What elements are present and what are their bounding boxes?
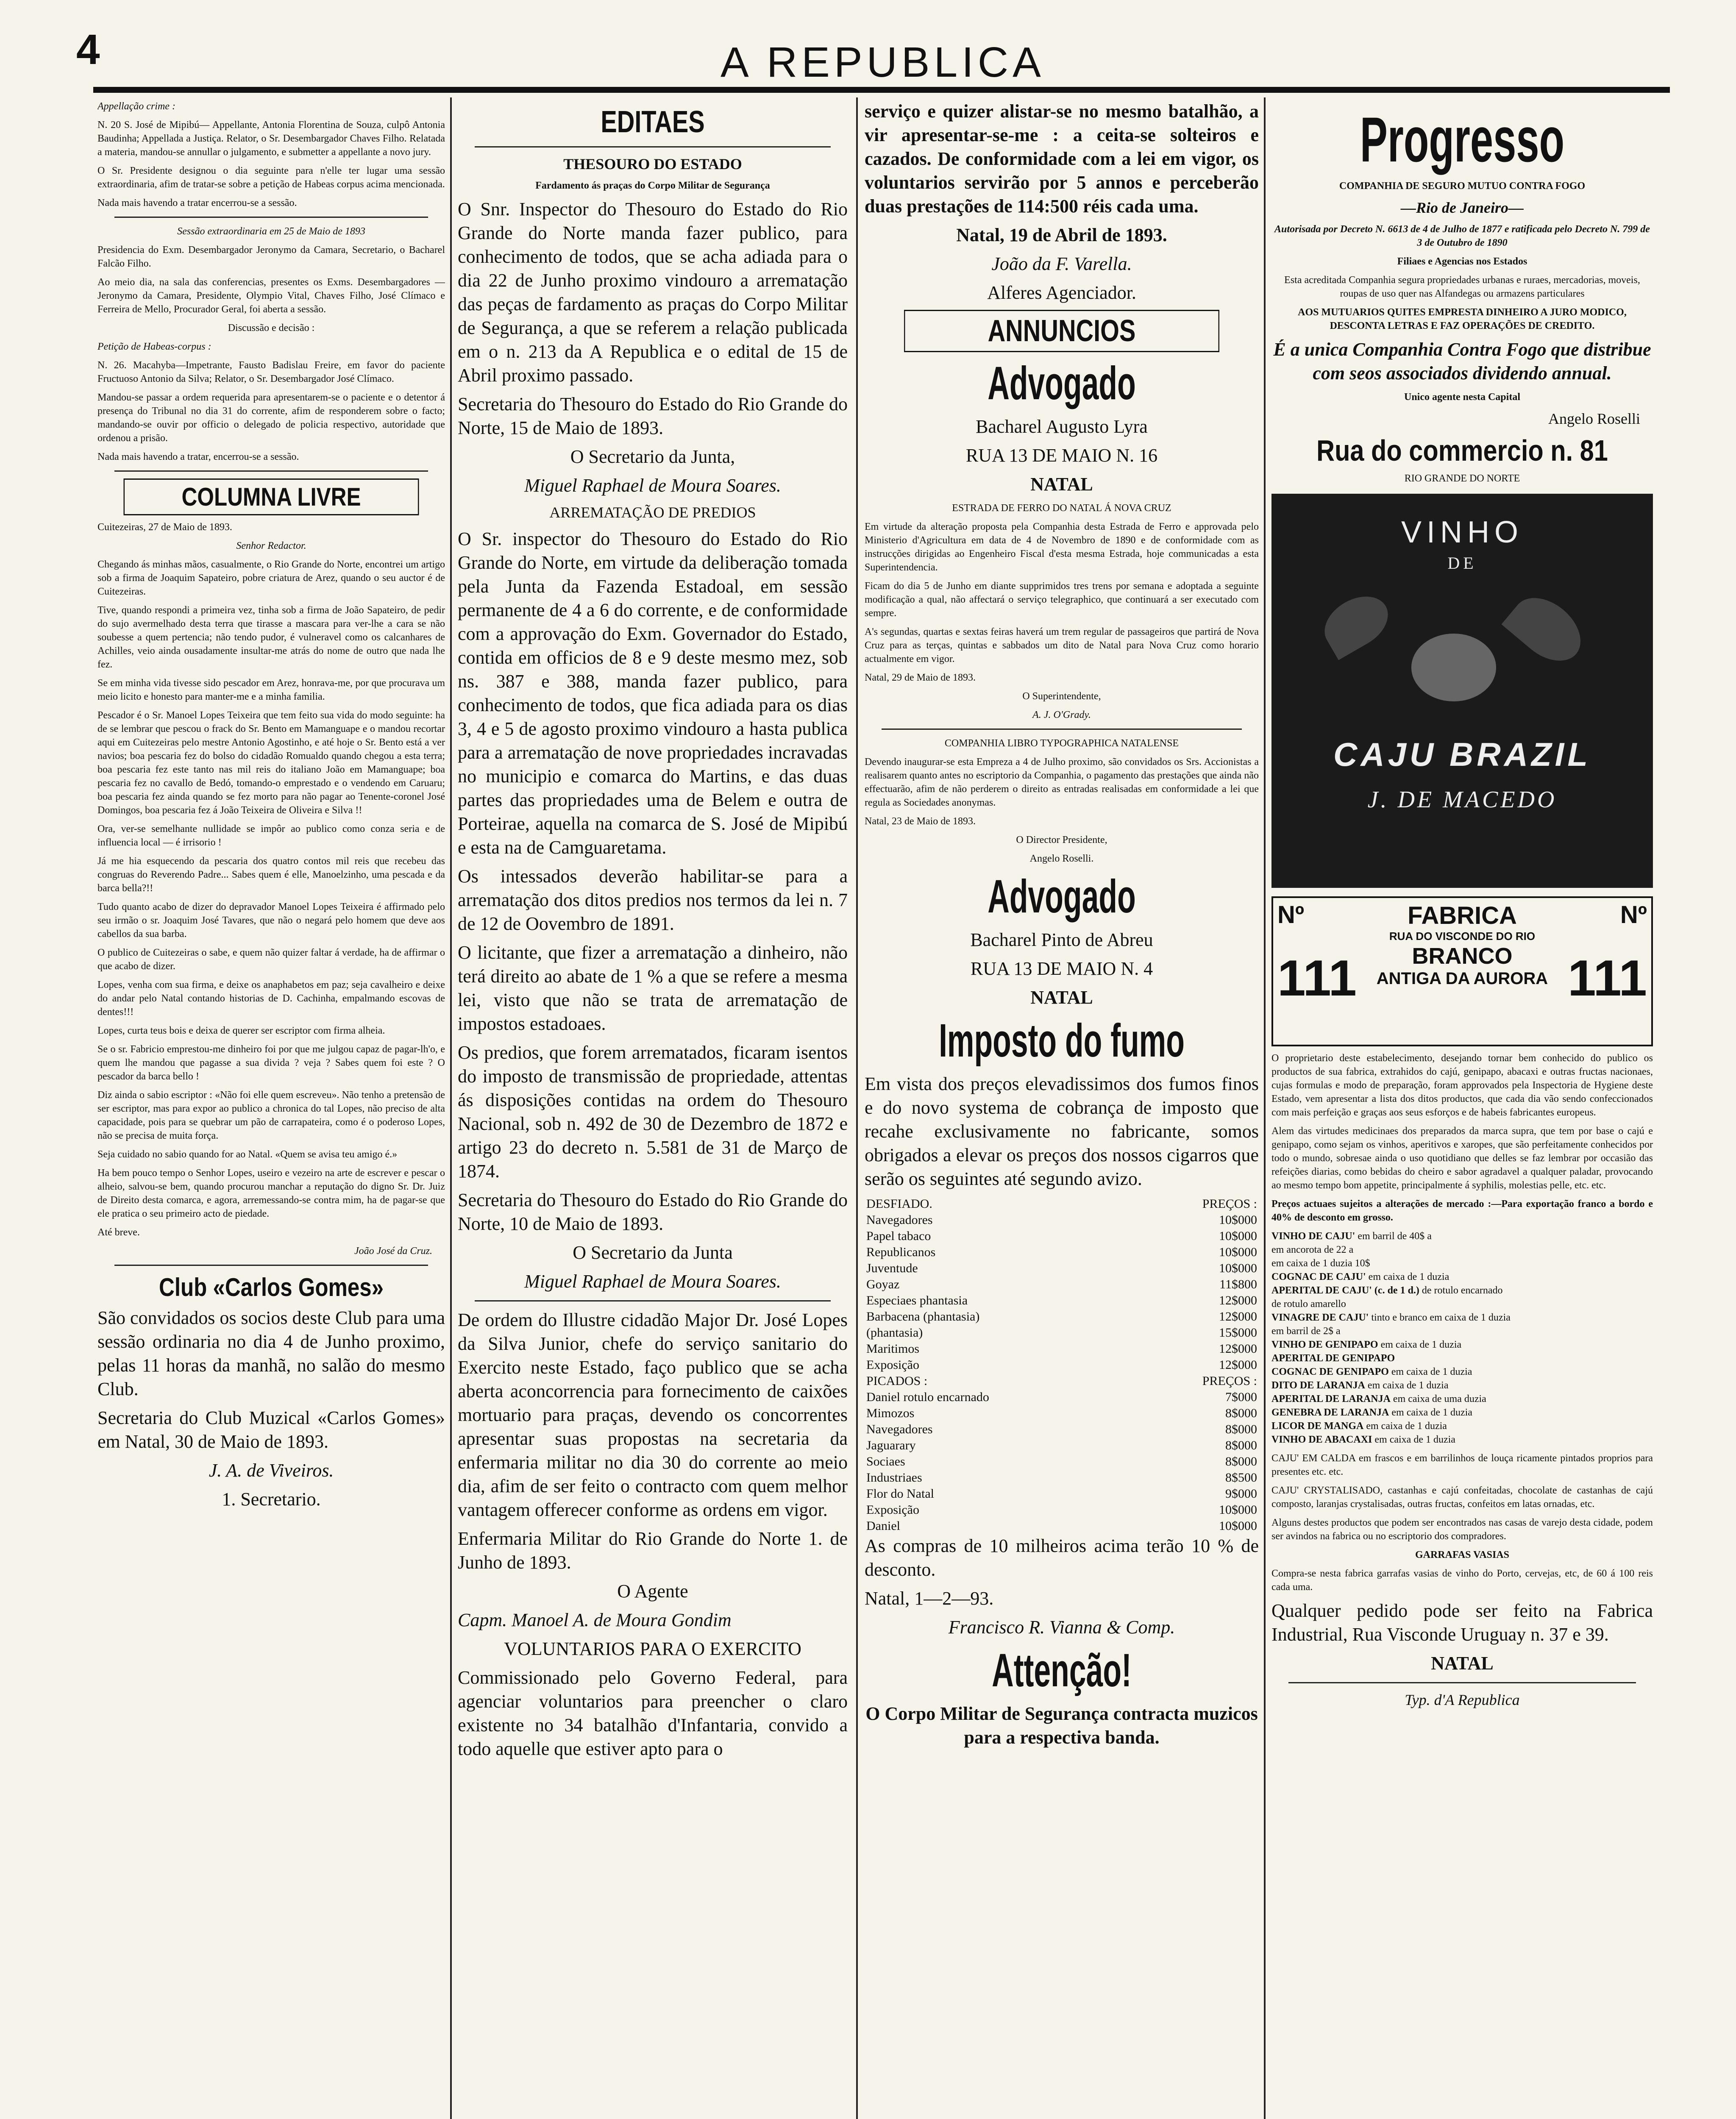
- list-item: em caixa de 1 duzia 10$: [1271, 1258, 1370, 1269]
- paragraph: Natal, 1—2—93.: [865, 1588, 994, 1609]
- paragraph: Filiaes e Agencias nos Estados: [1397, 256, 1527, 267]
- table-row: Papel tabaco 10$000: [866, 1229, 1257, 1243]
- table-row: Republicanos 10$000: [866, 1245, 1257, 1259]
- column-4: [1271, 100, 1653, 2119]
- list-item: de rotulo amarello: [1271, 1299, 1346, 1310]
- table-row: Barbacena (phantasia) 12$000: [866, 1310, 1257, 1324]
- paragraph: Senhor Redactor.: [236, 540, 306, 551]
- paragraph: Se o sr. Fabricio emprestou-me dinheiro foi por que me julgou capaz de pagar-lh'o, e quem lhe mandou que pagasse a sua divida ? veja ? Sabes quem foi este ? O pescador da barca bello !: [97, 1044, 445, 1082]
- section-title: ESTRADA DE FERRO DO NATAL Á NOVA CRUZ: [952, 503, 1171, 514]
- signature: Miguel Raphael de Moura Soares.: [524, 1271, 781, 1292]
- paragraph: O Secretario da Junta: [573, 1242, 733, 1263]
- paragraph: Ha bem pouco tempo o Senhor Lopes, useiro e vezeiro na arte de escrever e pescar o alheio, salvou-se bem, quando procurou manchar a reputação do digno Sr. Dr. Juiz de Direito desta comarca, e agora, arremessando-se contra mim, ha de pagar-se que ele pratica o seu primeiro acto de piedade.: [97, 1168, 445, 1219]
- product-list: [1271, 1229, 1653, 1446]
- paragraph: A's segundas, quartas e sextas feiras haverá um trem regular de passageiros que partirá de Nova Cruz para as terças, quintas e sabbados um dito de Natal para Nova Cruz como horario actualmente em vigor.: [865, 626, 1259, 665]
- section-title: THESOURO DO ESTADO: [563, 156, 742, 172]
- paragraph: Preços actuaes sujeitos a alterações de mercado :—Para exportação franco a bordo e 40% de desconto em grosso.: [1271, 1199, 1653, 1223]
- paragraph: Tudo quanto acabo de dizer do depravador Manoel Lopes Teixeira é affirmado pelo seu irmão o sr. Joaquim José Tavares, que não o negará pelo homem que deve aos cabellos da sua barba.: [97, 901, 445, 940]
- label-text: DE: [1447, 553, 1477, 573]
- signature: Francisco R. Vianna & Comp.: [948, 1617, 1175, 1638]
- paragraph: Natal, 29 de Maio de 1893.: [865, 672, 976, 683]
- paragraph: É a unica Companhia Contra Fogo que distribue com seos associados dividendo annual.: [1273, 339, 1651, 384]
- list-item: VINHO DE GENIPAPO em caixa de 1 duzia: [1271, 1339, 1462, 1350]
- paragraph: Os predios, que forem arrematados, ficaram isentos do imposto de transmissão de propriedade, attentas ás disposições contidas na ordem do Thesouro Nacional, sob n. 492 de 30 de Dezembro de 1872 e artigo 23 do decreto n. 5.581 de 31 de Março de 1874.: [458, 1042, 848, 1182]
- section-title: VOLUNTARIOS PARA O EXERCITO: [504, 1638, 801, 1659]
- paragraph: O licitante, que fizer a arrematação a dinheiro, não terá direito ao abate de 1 % a que se refere a mesma lei, visto que não se trata de arrematação de impostos estadoaes.: [458, 942, 848, 1034]
- table-row: Daniel rotulo encarnado 7$000: [866, 1390, 1257, 1404]
- paragraph: Nada mais havendo a tratar encerrou-se a sessão.: [97, 197, 297, 209]
- list-item: VINHO DE CAJU' em barril de 40$ a: [1271, 1231, 1432, 1242]
- paragraph: N. 26. Macahyba—Impetrante, Fausto Badislau Freire, em favor do paciente Fructuoso Antonio da Silva; Relator, o Sr. Desembargador José Clímaco.: [97, 360, 445, 384]
- divider: [1288, 1682, 1636, 1683]
- section-heading: COLUMNA LIVRE: [124, 478, 419, 515]
- table-row: Industriaes 8$500: [866, 1471, 1257, 1485]
- paragraph: O Sr. inspector do Thesouro do Estado do Rio Grande do Norte, em virtude da deliberação tomada pela Junta da Fazenda Estadoal, em sessão permanente de 4 a 6 do corrente, e de conformidade com a approvação do Exm. Governador do Estado, contida em officios de 8 e 9 deste mesmo mez, sob ns. 387 e 388, manda fazer publico, para conhecimento de todos, que fica adiada para os dias 3, 4 e 5 de agosto proximo vindouro a hasta publica para a arrematação de nove propriedades incravadas no municipio e comarca do Martins, e das duas partes das propriedades uma de Belem e outra de Porteirae, aquella na comarca de S. José de Mipibú e esta na de Camguaretama.: [458, 528, 848, 858]
- paragraph: Secretaria do Thesouro do Estado do Rio Grande do Norte, 10 de Maio de 1893.: [458, 1190, 848, 1234]
- price-table-picados: [865, 1373, 1259, 1534]
- paragraph: Alguns destes productos que podem ser encontrados nas casas de varejo desta cidade, podem ser avindos na fabrica ou no escriptorio dos compradores.: [1271, 1517, 1653, 1542]
- section-title: Sessão extraordinaria em 25 de Maio de 1893: [177, 226, 365, 237]
- paragraph: Ficam do dia 5 de Junho em diante supprimidos tres trens por semana e adoptada a seguinte modificação a qual, não affectará o serviço telegraphico, que continuará a ser executado com sempre.: [865, 581, 1259, 619]
- table-row: Sociaes 8$000: [866, 1454, 1257, 1468]
- leaf-shape: [1501, 585, 1592, 673]
- paragraph: N. 20 S. José de Mipibú— Appellante, Antonia Florentina de Souza, culpô Antonia Baudinha; Appellada a Justiça. Relator, o Sr. Desembargador Chaves Filho. Relatada a materia, mandou-se annullar o julgamento, e submetter a appellante a novo jury.: [97, 120, 445, 158]
- list-item: em ancorota de 22 a: [1271, 1244, 1354, 1255]
- label-text: VINHO: [1401, 515, 1524, 549]
- paragraph: Discussão e decisão :: [228, 323, 315, 334]
- paragraph: Em virtude da alteração proposta pela Companhia desta Estrada de Ferro e approvada pelo Ministerio d'Agricultura em data de 4 de Novembro de 1890 e de conformidade com as instrucções dirigidas ao Engenheiro Fiscal d'esta mesma Estrada, hoje communicadas a esta Superintendencia.: [865, 521, 1259, 573]
- divider: [475, 1300, 831, 1301]
- table-row: Goyaz 11$800: [866, 1277, 1257, 1291]
- paragraph: O Secretario da Junta,: [570, 446, 735, 467]
- table-row: Maritimos 12$000: [866, 1342, 1257, 1356]
- ad-city: NATAL: [1030, 987, 1093, 1008]
- paragraph: São convidados os socios deste Club para uma sessão ordinaria no dia 4 de Junho proximo, pelas 11 horas da manhã, no salão do mesmo Club.: [97, 1307, 445, 1399]
- paragraph: Tive, quando respondi a primeira vez, tinha sob a firma de João Sapateiro, de pedir do sujo avermelhado desta terra que tirasse a mascara para ver-lhe a cara se não soubesse a quem pertencia; não tendo pudor, é vulneravel como os calcanhares de Achilles, veio ainda ousadamente insultar-me atrás do nome de outro que nada lhe fez.: [97, 605, 445, 670]
- table-header: PREÇOS :: [1202, 1374, 1257, 1388]
- label-text: CAJU BRAZIL: [1333, 736, 1591, 773]
- signature: João José da Cruz.: [354, 1246, 432, 1257]
- column-divider: [450, 97, 452, 2119]
- paragraph: CAJU' CRYSTALISADO, castanhas e cajú confeitadas, chocolate de castanhas de cajú composto, laranjas crystalisadas, outras fructas, confeitos em latas ornadas, etc.: [1271, 1485, 1653, 1510]
- table-header: PREÇOS :: [1202, 1197, 1257, 1211]
- section-label: Appellação crime :: [97, 101, 175, 112]
- paragraph: Cuitezeiras, 27 de Maio de 1893.: [97, 522, 232, 533]
- paragraph: Pescador é o Sr. Manoel Lopes Teixeira que tem feito sua vida do modo seguinte: ha de se lembrar que pescou o frack do Sr. Bento em Mamanguape e o mandou recortar aqui em Cuitezeiras pelo mestre Antonio Agostinho, e até hoje o Sr. Bento está a ver navios; boa pescaria fez do bolso do cidadão Romualdo quando chegou a esta terra; boa pescaria fez este tanto nas mil reis do italiano João em Mamanguape; boa pescaria fez no cavallo de Bedó, tomando-o emprestado e o vendendo em Caruaru; boa pescaria fez ainda quando se fez morto para não pagar ao Tenente-coronel José Domingos, boa pescaria fez á João Teixeira de Oliveira e Silva !!: [97, 710, 445, 816]
- signature: J. A. de Viveiros.: [209, 1460, 334, 1481]
- paragraph: O proprietario deste estabelecimento, desejando tornar bem conhecido do publico os productos de sua fabrica, extrahidos do cajú, genipapo, abacaxi e outras fructas nacionaes, cujas formulas e modo de preparação, foram approvados pela Inspectoria de Hygiene deste Estado, vem apresentar a lista dos ditos productos, que cada dia vão sendo confeccionados com mais perfeição e graças aos seus esforços e de habeis fabricantes europeus.: [1271, 1053, 1653, 1118]
- signature: O Director Presidente,: [1016, 834, 1107, 845]
- divider: [882, 729, 1242, 730]
- paragraph: Até breve.: [97, 1227, 140, 1238]
- label-number: 111: [1277, 950, 1357, 1007]
- ad-city: NATAL: [1030, 474, 1093, 495]
- ad-address: RUA 13 DE MAIO N. 16: [965, 445, 1158, 466]
- ad-city: NATAL: [1431, 1653, 1494, 1674]
- paragraph: De ordem do Illustre cidadão Major Dr. José Lopes da Silva Junior, chefe do serviço sanitario do Exercito neste Estado, faço publico que se acha aberta aconcorrencia para fornecimento de caixões mortuario para praças, devendo os concorrentes apresentar suas propostas na secretaria da enfermaria militar no dia 30 do corrente ao meio dia, afim de ser feito o contracto com quem melhor vantagem offerecer conforme as ordens em vigor.: [458, 1310, 848, 1520]
- table-row: Daniel 10$000: [866, 1519, 1257, 1533]
- list-item: LICOR DE MANGA em caixa de 1 duzia: [1271, 1421, 1447, 1432]
- ad-heading: Imposto do fumo: [939, 1015, 1185, 1067]
- ad-name: Bacharel Pinto de Abreu: [970, 929, 1153, 950]
- list-item: COGNAC DE CAJU' em caixa de 1 duzia: [1271, 1271, 1449, 1282]
- label-text: FABRICA: [1408, 902, 1517, 929]
- list-item: APERITAL DE GENIPAPO: [1271, 1353, 1395, 1364]
- table-row: Navegadores 8$000: [866, 1422, 1257, 1436]
- paragraph: Presidencia do Exm. Desembargador Jeronymo da Camara, Secretario, o Bacharel Falcão Filho.: [97, 245, 445, 269]
- table-row: Jaguarary 8$000: [866, 1438, 1257, 1452]
- label-text: J. DE MACEDO: [1367, 787, 1557, 813]
- paragraph: Devendo inaugurar-se esta Empreza a 4 de Julho proximo, são convidados os Srs. Accionistas a realisarem quanto antes no escriptorio da Companhia, o pagamento das prestações que ainda não effectuarão, afim de não perderem o direito as entradas realisadas em conformidade a lei que regula as Sociedades anonymas.: [865, 756, 1259, 808]
- table-row: Juventude 10$000: [866, 1261, 1257, 1275]
- paragraph: Nada mais havendo a tratar, encerrou-se a sessão.: [97, 451, 299, 462]
- paragraph: O publico de Cuitezeiras o sabe, e quem não quizer faltar á verdade, ha de affirmar o que acabo de dizer.: [97, 947, 445, 972]
- paragraph: AOS MUTUARIOS QUITES EMPRESTA DINHEIRO A JURO MODICO, DESCONTA LETRAS E FAZ OPERAÇÕES DE CREDITO.: [1298, 307, 1627, 331]
- paragraph: Se em minha vida tivesse sido pescador em Arez, honrava-me, por que procurava um meio licito e honesto para manter-me e a minha familia.: [97, 678, 445, 702]
- wine-label-image: [1271, 494, 1653, 888]
- paragraph: Já me hia esquecendo da pescaria dos quatro contos mil reis que recebeu das congruas do Reverendo Padre... Sabes quem é elle, Manoelzinho, uma pescada e da barca bella?!!: [97, 856, 445, 894]
- paragraph: Ao meio dia, na sala das conferencias, presentes os Exms. Desembargadores — Jeronymo da Camara, Presidente, Olympio Vital, Chaves Filho, José Clímaco e Ferreira de Mello, Procurador Geral, foi aberta a sessão.: [97, 277, 445, 315]
- divider: [114, 217, 428, 218]
- label-text: Nº: [1620, 901, 1647, 929]
- section-title: ARREMATAÇÃO DE PREDIOS: [549, 504, 756, 521]
- ad-heading: Attenção!: [992, 1644, 1132, 1696]
- divider: [475, 146, 831, 147]
- column-divider: [1264, 97, 1266, 2119]
- paragraph: Diz ainda o sabio escriptor : «Não foi elle quem escreveu». Não tenho a pretensão de ser escriptor, mas para expor ao publico a chronica do tal Lopes, não preciso de alta capacidade, pois para se quebrar um pão de carrapateira, como é o poderoso Lopes, não se precisa de muita força.: [97, 1090, 445, 1141]
- paragraph: Esta acreditada Companhia segura propriedades urbanas e ruraes, mercadorias, moveis, roupas de uso quer nas Alfandegas ou armazens particulares: [1284, 275, 1640, 299]
- list-item: DITO DE LARANJA em caixa de 1 duzia: [1271, 1380, 1449, 1391]
- paragraph: Seja cuidado no sabio quando for ao Natal. «Quem se avisa teu amigo é.»: [97, 1149, 398, 1160]
- section-heading: ANNUNCIOS: [904, 310, 1219, 352]
- signature-role: 1. Secretario.: [222, 1489, 321, 1510]
- paragraph: Mandou-se passar a ordem requerida para apresentarem-se o paciente e o detentor á presença do Tribunal no dia 31 do corrente, afim de responderem sobre o facto; mandando-se ouvir por officio o delegado de policia respectivo, autoridade que ordenou a prisão.: [97, 392, 445, 444]
- column-divider: [856, 97, 858, 2119]
- leaf-shape: [1315, 586, 1397, 660]
- table-header: PICADOS :: [866, 1374, 928, 1388]
- paragraph: Chegando ás minhas mãos, casualmente, o Rio Grande do Norte, encontrei um artigo sob a firma de Joaquim Sapateiro, pobre criatura de Arez, quando o seu auctor é de Cuitezeiras.: [97, 559, 445, 597]
- section-title: GARRAFAS VASIAS: [1415, 1549, 1510, 1560]
- paragraph: Ora, ver-se semelhante nullidade se impôr ao publico como conza seria e de influencia local — é irrisorio !: [97, 823, 445, 848]
- paragraph: Qualquer pedido pode ser feito na Fabrica Industrial, Rua Visconde Uruguay n. 37 e 39.: [1271, 1600, 1653, 1645]
- paragraph: Em vista dos preços elevadissimos dos fumos finos e do novo systema de cobrança de imposto que recahe exclusivamente no fabricante, somos obrigados a elevar os preços dos nossos cigarros que serão os seguintes até segundo avizo.: [865, 1073, 1259, 1189]
- signature: Angelo Roselli.: [1029, 853, 1094, 864]
- paragraph: Secretaria do Club Muzical «Carlos Gomes» em Natal, 30 de Maio de 1893.: [97, 1407, 445, 1452]
- table-row: (phantasia) 15$000: [866, 1326, 1257, 1340]
- signature: O Superintendente,: [1022, 691, 1101, 702]
- signature: A. J. O'Grady.: [1032, 709, 1091, 720]
- table-row: Exposição 10$000: [866, 1503, 1257, 1517]
- paragraph: As compras de 10 milheiros acima terão 10 % de desconto.: [865, 1535, 1259, 1580]
- paragraph: Petição de Habeas-corpus :: [97, 341, 211, 352]
- ad-heading: Advogado: [988, 357, 1136, 409]
- table-row: Mimozos 8$000: [866, 1406, 1257, 1420]
- table-row: Exposição 12$000: [866, 1358, 1257, 1372]
- paragraph: Lopes, curta teus bois e deixa de querer ser escriptor com firma alheia.: [97, 1025, 385, 1036]
- paragraph: Natal, 23 de Maio de 1893.: [865, 816, 976, 827]
- paragraph: Enfermaria Militar do Rio Grande do Norte 1. de Junho de 1893.: [458, 1528, 848, 1573]
- fruit-shape: [1411, 634, 1496, 701]
- newspaper-title: A REPUBLICA: [721, 39, 1045, 86]
- ad-location: RIO GRANDE DO NORTE: [1404, 473, 1520, 484]
- signature: Miguel Raphael de Moura Soares.: [524, 475, 781, 496]
- paragraph: Os intessados deverão habilitar-se para a arrematação dos ditos predios nos termos da lei n. 7 de 12 de Oovembro de 1891.: [458, 866, 848, 934]
- list-item: GENEBRA DE LARANJA em caixa de 1 duzia: [1271, 1407, 1472, 1418]
- label-text: RUA DO VISCONDE DO RIO: [1389, 930, 1536, 943]
- section-heading: Club «Carlos Gomes»: [159, 1273, 384, 1301]
- paragraph: Lopes, venha com sua firma, e deixe os anaphabetos em paz; seja cavalheiro e deixe do andar pelo Natal contando historias de D. Cachinha, empalmando escovas de dentes!!!: [97, 979, 445, 1018]
- list-item: COGNAC DE GENIPAPO em caixa de 1 duzia: [1271, 1366, 1472, 1377]
- section-heading: EDITAES: [601, 105, 705, 139]
- printer-credit: Typ. d'A Republica: [1405, 1691, 1520, 1708]
- paragraph: Commissionado pelo Governo Federal, para agenciar voluntarios para preencher o claro existente no 34 batalhão d'Infantaria, convido a todo aquelle que estiver apto para o: [458, 1667, 848, 1759]
- price-table-desfiado: [865, 1196, 1259, 1373]
- label-text: BRANCO: [1412, 943, 1513, 969]
- section-title: COMPANHIA LIBRO TYPOGRAPHICA NATALENSE: [944, 738, 1179, 749]
- paragraph: O Agente: [617, 1581, 688, 1602]
- column-2: [458, 100, 848, 2119]
- factory-ad-box: [1271, 896, 1653, 1046]
- signature: Capm. Manoel A. de Moura Gondim: [458, 1610, 732, 1630]
- list-item: VINAGRE DE CAJU' tinto e branco em caixa de 1 duzia: [1271, 1312, 1511, 1323]
- ad-subtitle: COMPANHIA DE SEGURO MUTUO CONTRA FOGO: [1339, 181, 1586, 192]
- table-row: Navegadores 10$000: [866, 1213, 1257, 1227]
- paragraph: CAJU' EM CALDA em frascos e em barrilinhos de louça ricamente pintados proprios para presentes etc. etc.: [1271, 1453, 1653, 1477]
- list-item: VINHO DE ABACAXI em caixa de 1 duzia: [1271, 1434, 1455, 1445]
- paragraph: Secretaria do Thesouro do Estado do Rio Grande do Norte, 15 de Maio de 1893.: [458, 394, 848, 438]
- page-number: 4: [76, 26, 100, 73]
- ad-name: Bacharel Augusto Lyra: [976, 416, 1148, 437]
- paragraph: O Snr. Inspector do Thesouro do Estado do Rio Grande do Norte manda fazer publico, para conhecimento de todos, que se acha adiada para o dia 22 de Junho proximo vindouro a arrematação das peças de fardamento as praças do Corpo Militar de Segurança, a que se referem a relação publicada em o n. 213 da A Republica e o edital de 15 de Abril proximo passado.: [458, 199, 848, 386]
- signature-role: Alferes Agenciador.: [987, 282, 1136, 303]
- label-text: Nº: [1277, 901, 1305, 929]
- paragraph: Autorisada por Decreto N. 6613 de 4 de Julho de 1877 e ratificada pelo Decreto N. 799 de 3 de Outubro de 1890: [1274, 224, 1650, 248]
- paragraph: serviço e quizer alistar-se no mesmo batalhão, a vir apresentar-se-me : a ceita-se solteiros e cazados. De conformidade com a lei em vigor, os voluntarios servirão por 5 annos e perceberão duas prestações de 114:500 réis cada uma.: [865, 101, 1259, 217]
- list-item: APERITAL DE LARANJA em caixa de uma duzia: [1271, 1393, 1486, 1404]
- paragraph: O Sr. Presidente designou o dia seguinte para n'elle ter lugar uma sessão extraordinaria, afim de tratar-se sobre a petição de Habeas corpus acima mencionada.: [97, 165, 445, 190]
- list-item: APERITAL DE CAJU' (c. de 1 d.) de rotulo encarnado: [1271, 1285, 1503, 1296]
- label-number: 111: [1568, 950, 1647, 1007]
- paragraph: Compra-se nesta fabrica garrafas vasias de vinho do Porto, cervejas, etc, de 60 á 100 reis cada uma.: [1271, 1568, 1653, 1593]
- table-row: Especiaes phantasia 12$000: [866, 1293, 1257, 1307]
- table-header: DESFIADO.: [866, 1197, 932, 1211]
- signature: Angelo Roselli: [1548, 410, 1640, 427]
- paragraph: O Corpo Militar de Segurança contracta muzicos para a respectiva banda.: [865, 1703, 1258, 1748]
- paragraph: Alem das virtudes medicinaes dos preparados da marca supra, que tem por base o cajú e genipapo, como sejam os vinhos, aperitivos e xaropes, que são perfeitamente conhecidos por todo o mundo, sobresae ainda o uso quotidiano que delles se faz lembrar por occasião das refeições diarias, como bebidas do cheiro e sabor agradavel a qualquer paladar, provocando ao mesmo tempo bom appetite, principalmente á syphilis, molestias pelle, etc. etc.: [1271, 1126, 1653, 1191]
- ad-address: Rua do commercio n. 81: [1316, 434, 1608, 467]
- divider: [114, 470, 428, 472]
- signature: João da F. Varella.: [991, 253, 1132, 274]
- ad-address: RUA 13 DE MAIO N. 4: [970, 958, 1153, 979]
- ad-heading: Progresso: [1360, 104, 1565, 175]
- column-1: [97, 100, 445, 2119]
- section-subtitle: Fardamento ás praças do Corpo Militar de Segurança: [535, 180, 770, 191]
- label-text: ANTIGA DA AURORA: [1376, 969, 1548, 988]
- paragraph: Natal, 19 de Abril de 1893.: [956, 225, 1167, 245]
- table-row: Flor do Natal 9$000: [866, 1487, 1257, 1501]
- column-3: [865, 100, 1259, 2119]
- divider: [114, 1265, 428, 1266]
- list-item: em barril de 2$ a: [1271, 1326, 1341, 1337]
- ad-heading: Advogado: [988, 870, 1136, 923]
- paragraph: Unico agente nesta Capital: [1404, 392, 1520, 403]
- header-rule: [93, 87, 1670, 93]
- ad-location: —Rio de Janeiro—: [1400, 199, 1524, 216]
